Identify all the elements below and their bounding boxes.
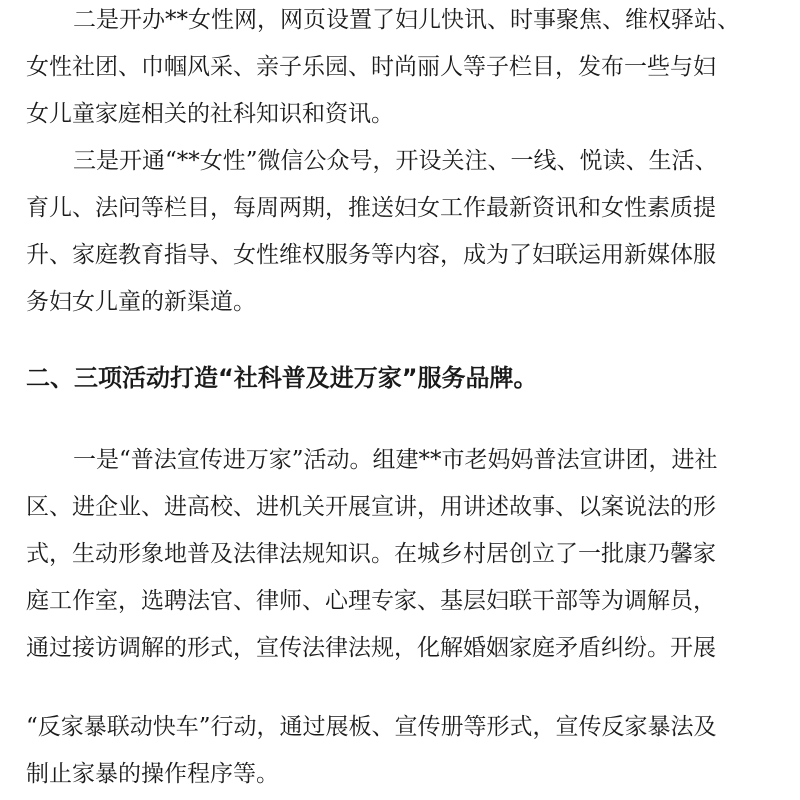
paragraph-line: 二是开办**女性网，网页设置了妇儿快讯、时事聚焦、维权驿站、 [73, 7, 740, 33]
paragraph-line: 务妇女儿童的新渠道。 [26, 289, 256, 315]
paragraph-line: 通过接访调解的形式，宣传法律法规，化解婚姻家庭矛盾纠纷。开展 [26, 635, 716, 661]
paragraph-line: 女性社团、巾帼风采、亲子乐园、时尚丽人等子栏目，发布一些与妇 [26, 54, 716, 80]
paragraph-line: 升、家庭教育指导、女性维权服务等内容，成为了妇联运用新媒体服 [26, 242, 716, 268]
section-heading: 二、三项活动打造“社科普及进万家”服务品牌。 [26, 364, 538, 392]
paragraph-line: 育儿、法问等栏目，每周两期，推送妇女工作最新资讯和女性素质提 [26, 195, 716, 221]
paragraph-line: “反家暴联动快车”行动，通过展板、宣传册等形式，宣传反家暴法及 [26, 714, 717, 740]
paragraph-line: 女儿童家庭相关的社科知识和资讯。 [26, 101, 394, 127]
paragraph-line: 式，生动形象地普及法律法规知识。在城乡村居创立了一批康乃馨家 [26, 541, 716, 567]
paragraph-line: 区、进企业、进高校、进机关开展宣讲，用讲述故事、以案说法的形 [26, 494, 716, 520]
paragraph-line: 庭工作室，选聘法官、律师、心理专家、基层妇联干部等为调解员， [26, 588, 716, 614]
paragraph-line: 一是“普法宣传进万家”活动。组建**市老妈妈普法宣讲团，进社 [73, 447, 718, 473]
paragraph-line: 制止家暴的操作程序等。 [26, 761, 279, 787]
paragraph-line: 三是开通“**女性”微信公众号，开设关注、一线、悦读、生活、 [73, 148, 718, 174]
